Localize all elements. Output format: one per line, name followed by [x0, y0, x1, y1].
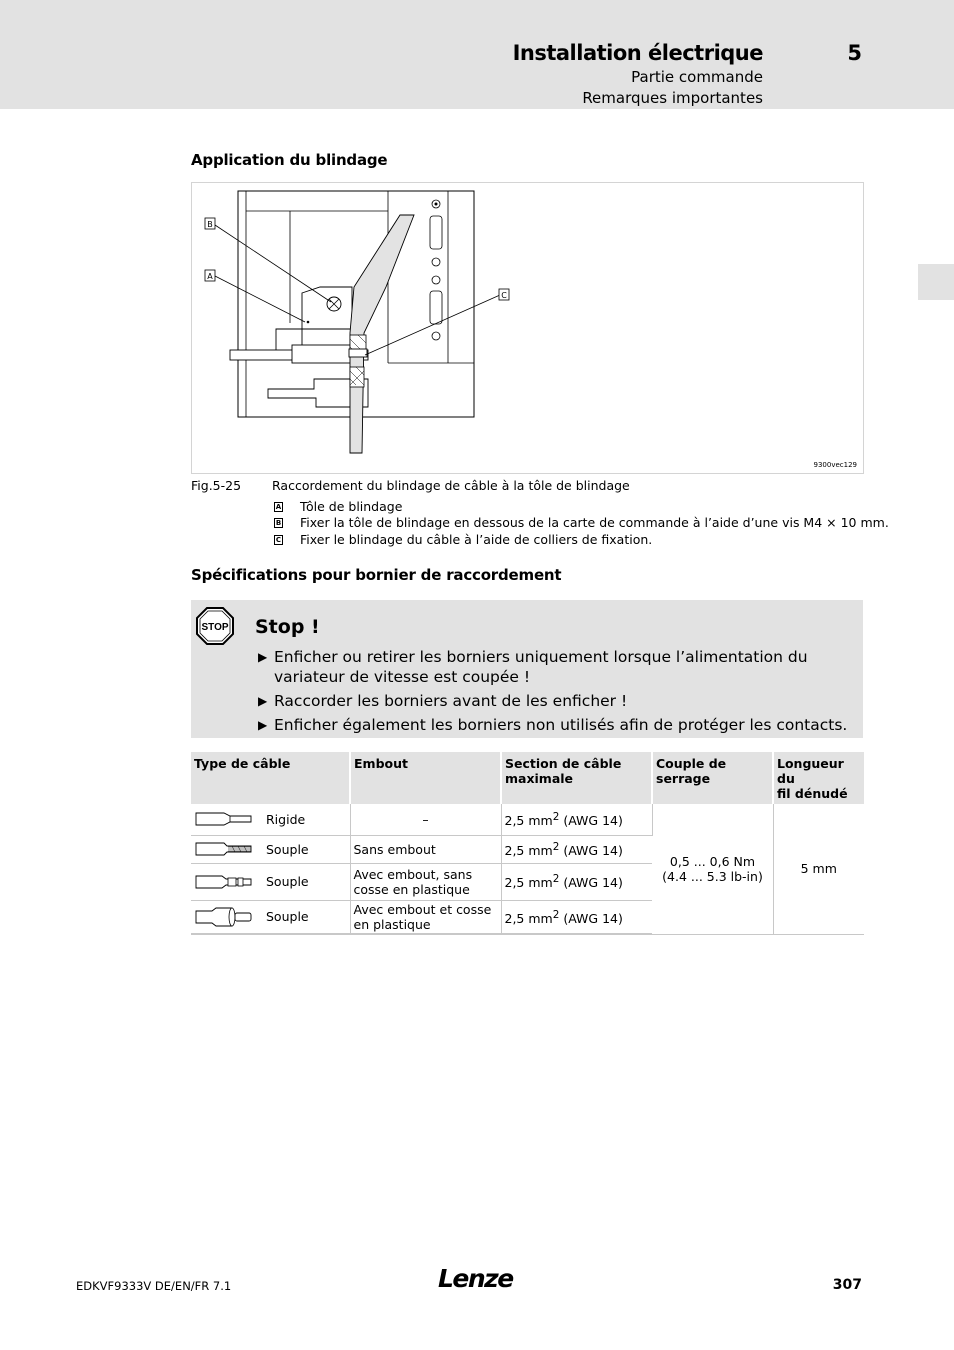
legend-item	[274, 515, 889, 530]
insulated-ferrule-wire-icon	[194, 905, 256, 929]
legend-key: B	[275, 518, 282, 527]
legend-key: C	[275, 535, 282, 544]
section-cell: 2,5 $mm^2$ (AWG 14)	[501, 900, 652, 934]
stop-item	[258, 715, 847, 735]
section-heading-terminals: Spécifications pour bornier de raccordement	[191, 566, 562, 584]
column-header: Couple de serrage	[652, 752, 773, 804]
page-number: 307	[832, 1277, 862, 1293]
end-cell: Avec embout et cosse en plastique	[350, 900, 501, 934]
section-cell: 2,5 $mm^2$ (AWG 14)	[501, 863, 652, 900]
column-header: Section de câble maximale	[501, 752, 652, 804]
cable-type-cell: Souple	[191, 835, 350, 863]
subtitle-line-2: Remarques importantes	[582, 89, 763, 107]
stop-sign-text: STOP	[201, 622, 229, 633]
callout-c: C	[501, 291, 507, 300]
strip-length-cell: 5 mm	[773, 804, 864, 934]
table-header-row	[191, 752, 864, 804]
stop-item-continued	[258, 667, 530, 687]
rigid-wire-icon	[194, 809, 256, 829]
end-cell: Avec embout, sans cosse en plastique	[350, 863, 501, 900]
end-cell: Sans embout	[350, 835, 501, 863]
bullet-arrow-icon: ▶	[258, 650, 268, 664]
table-row	[191, 804, 864, 835]
side-tab-marker	[918, 264, 954, 300]
legend-item	[274, 532, 652, 547]
ferrule-wire-icon	[194, 872, 256, 892]
legend-key: A	[275, 502, 282, 511]
stop-sign-icon	[196, 607, 234, 645]
legend-item	[274, 499, 402, 514]
column-header: Type de câble	[191, 752, 350, 804]
end-cell: –	[350, 804, 501, 835]
column-header: Longueur du fil dénudé	[773, 752, 864, 804]
section-cell: 2,5 $mm^2$ (AWG 14)	[501, 835, 652, 863]
cable-type-cell: Rigide	[191, 804, 350, 835]
cable-type-cell: Souple	[191, 863, 350, 900]
figure-code: 9300vec129	[813, 461, 857, 469]
callout-b: B	[207, 220, 213, 229]
chapter-number: 5	[847, 41, 862, 65]
bullet-arrow-icon: ▶	[258, 694, 268, 708]
figure-frame	[191, 182, 864, 474]
document-id: EDKVF9333V DE/EN/FR 7.1	[76, 1279, 232, 1293]
cable-type-cell: Souple	[191, 900, 350, 934]
stop-item	[258, 647, 808, 667]
callout-a: A	[207, 272, 213, 281]
bullet-arrow-icon: ▶	[258, 718, 268, 732]
lenze-logo: Lenze	[438, 1264, 513, 1293]
stop-warning-box	[191, 600, 863, 738]
legend-text: Tôle de blindage	[300, 499, 403, 514]
legend-text: Fixer la tôle de blindage en dessous de la carte de commande à l’aide d’une vis M4 × 10 mm.	[300, 515, 889, 530]
stop-item-text: Enficher également les borniers non utilisés afin de protéger les contacts.	[274, 716, 848, 734]
chapter-title: Installation électrique	[512, 41, 763, 65]
column-header: Embout	[350, 752, 501, 804]
shield-connection-diagram	[192, 183, 862, 472]
stop-item	[258, 691, 627, 711]
stop-title: Stop !	[255, 616, 320, 638]
section-cell: 2,5 $mm^2$ (AWG 14)	[501, 804, 652, 835]
legend-text: Fixer le blindage du câble à l’aide de colliers de fixation.	[300, 532, 653, 547]
stop-item-text: Raccorder les borniers avant de les enficher !	[274, 692, 628, 710]
torque-cell: 0,5 ... 0,6 Nm (4.4 ... 5.3 lb-in)	[652, 804, 773, 934]
figure-caption-text: Raccordement du blindage de câble à la tôle de blindage	[272, 478, 630, 493]
flexible-wire-icon	[194, 839, 256, 859]
figure-caption-label: Fig.5-25	[191, 478, 242, 493]
terminal-spec-table	[191, 752, 864, 935]
stop-item-text: Enficher ou retirer les borniers uniquement lorsque l’alimentation du	[274, 648, 808, 666]
stop-item-text: variateur de vitesse est coupée !	[274, 668, 531, 686]
subtitle-line-1: Partie commande	[631, 68, 763, 86]
section-heading-shield: Application du blindage	[191, 151, 388, 169]
